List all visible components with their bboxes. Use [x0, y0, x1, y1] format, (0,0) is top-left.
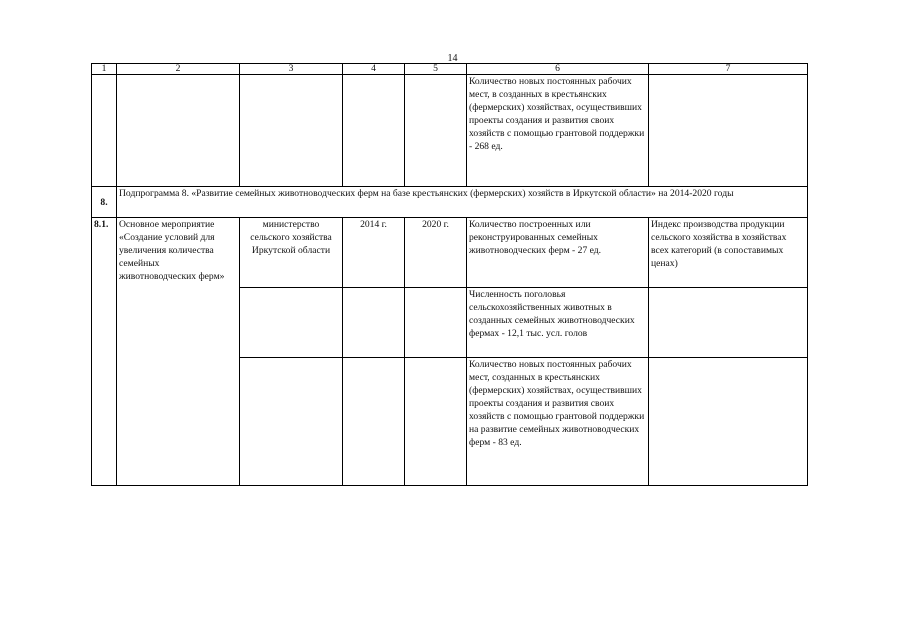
col-header-2: 2	[117, 64, 240, 75]
indicator-livestock: Численность поголовья сельскохозяйственных животных в созданных семейных животноводческих фермах - 12,1 тыс. усл. голов	[467, 288, 649, 358]
target-indicator: Индекс производства продукции сельского хозяйства в хозяйствах всех категорий (в сопоставимых ценах)	[649, 218, 808, 288]
cell-empty	[240, 75, 343, 187]
cell-empty	[649, 288, 808, 358]
cell-empty	[405, 75, 467, 187]
item-end-year: 2020 г.	[405, 218, 467, 288]
item-name: Основное мероприятие «Создание условий для увеличения количества семейных животноводческих ферм»	[117, 218, 240, 486]
indicator-farms-built: Количество построенных или реконструированных семейных животноводческих ферм - 27 ед.	[467, 218, 649, 288]
page-number: 14	[447, 53, 458, 64]
cell-empty	[240, 358, 343, 486]
cell-empty	[343, 288, 405, 358]
col-header-5: 5	[405, 64, 467, 75]
col-header-6: 6	[467, 64, 649, 75]
cell-empty	[343, 358, 405, 486]
indicator-jobs-83: Количество новых постоянных рабочих мест, созданных в крестьянских (фермерских) хозяйствах, осуществивших проекты создания и развития своих хозяйств с помощью грантовой поддержки на развитие семейных животноводческих ферм - 83 ед.	[467, 358, 649, 486]
cell-empty	[649, 358, 808, 486]
cell-empty	[649, 75, 808, 187]
continuation-row	[92, 75, 808, 187]
section-row	[92, 187, 808, 218]
col-header-3: 3	[240, 64, 343, 75]
section-title: Подпрограмма 8. «Развитие семейных животноводческих ферм на базе крестьянских (фермерских) хозяйств в Иркутской области» на 2014-2020 годы	[117, 187, 808, 218]
cell-empty	[405, 358, 467, 486]
item-row-1	[92, 218, 808, 288]
column-numbers-row	[92, 64, 808, 75]
cell-empty	[92, 75, 117, 187]
cell-empty	[405, 288, 467, 358]
item-executor: министерство сельского хозяйства Иркутской области	[240, 218, 343, 288]
col-header-7: 7	[649, 64, 808, 75]
item-number: 8.1.	[92, 218, 117, 486]
section-number: 8.	[92, 187, 117, 218]
item-start-year: 2014 г.	[343, 218, 405, 288]
indicator-jobs-268: Количество новых постоянных рабочих мест, в созданных в крестьянских (фермерских) хозяйствах, осуществивших проекты создания и развития своих хозяйств с помощью грантовой поддержки - 268 ед.	[467, 75, 649, 187]
program-table	[91, 63, 808, 486]
col-header-1: 1	[92, 64, 117, 75]
col-header-4: 4	[343, 64, 405, 75]
cell-empty	[117, 75, 240, 187]
cell-empty	[240, 288, 343, 358]
cell-empty	[343, 75, 405, 187]
